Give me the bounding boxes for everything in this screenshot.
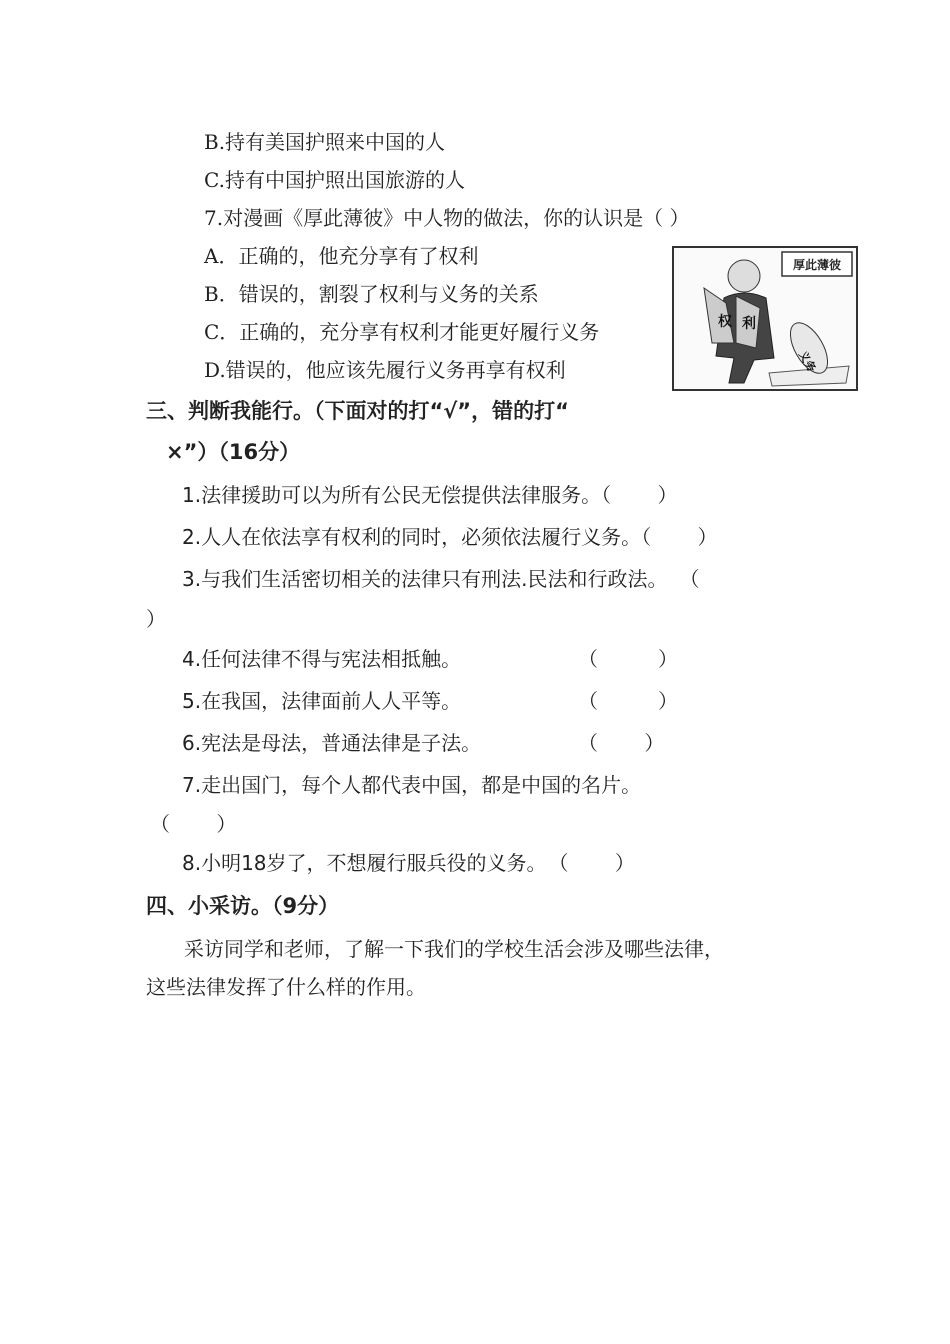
judge-item-6: 6.宪法是母法，普通法律是子法。 (182, 731, 482, 755)
q6-option-b: B.持有美国护照来中国的人 (204, 130, 446, 154)
answer-blank-2[interactable]: （ ） (641, 525, 718, 549)
answer-blank-3[interactable]: （ (689, 567, 700, 591)
answer-blank-4[interactable]: （ ） (578, 647, 678, 671)
cartoon-label-quan: 权 (718, 314, 732, 330)
judge-item-4: 4.任何法律不得与宪法相抵触。 (182, 647, 462, 671)
answer-blank-8[interactable]: （ ） (558, 851, 635, 875)
q7-option-a: A．正确的，他充分享有了权利 (204, 244, 479, 268)
cartoon-title: 厚此薄彼 (792, 258, 842, 272)
judge-item-2: 2.人人在依法享有权利的同时，必须依法履行义务。 (182, 525, 642, 549)
section3-heading-cont: ×”）（16分） (166, 440, 301, 464)
judge-item-5: 5.在我国，法律面前人人平等。 (182, 689, 462, 713)
q7-stem: 7.对漫画《厚此薄彼》中人物的做法，你的认识是（ ） (204, 206, 690, 230)
judge-item-1: 1.法律援助可以为所有公民无偿提供法律服务。 (182, 483, 602, 507)
section4-body-cont: 这些法律发挥了什么样的作用。 (146, 975, 426, 999)
answer-blank-3-close: ） (146, 607, 166, 631)
q7-option-d: D.错误的，他应该先履行义务再享有权利 (204, 358, 566, 382)
cartoon-label-li: 利 (742, 316, 756, 332)
q7-option-c: C．正确的，充分享有权利才能更好履行义务 (204, 320, 600, 344)
cartoon-image (672, 246, 858, 391)
q7-option-b: B．错误的，割裂了权利与义务的关系 (204, 282, 539, 306)
judge-item-8: 8.小明18岁了，不想履行服兵役的义务。 (182, 851, 547, 875)
judge-item-3: 3.与我们生活密切相关的法律只有刑法.民法和行政法。 (182, 567, 668, 591)
cartoon-label-yiwu: 义务 (796, 348, 819, 375)
q6-option-c: C.持有中国护照出国旅游的人 (204, 168, 465, 192)
section4-body: 采访同学和老师，了解一下我们的学校生活会涉及哪些法律， (184, 937, 724, 961)
section4-heading: 四、小采访。（9分） (146, 894, 340, 918)
section3-heading: 三、判断我能行。（下面对的打“√”，错的打“ (146, 399, 569, 423)
answer-blank-1[interactable]: （ ） (601, 483, 678, 507)
judge-item-7: 7.走出国门，每个人都代表中国，都是中国的名片。 (182, 773, 642, 797)
answer-blank-7[interactable]: （ ） (150, 812, 237, 836)
answer-blank-5[interactable]: （ ） (578, 689, 678, 713)
answer-blank-6[interactable]: （ ） (578, 731, 665, 755)
